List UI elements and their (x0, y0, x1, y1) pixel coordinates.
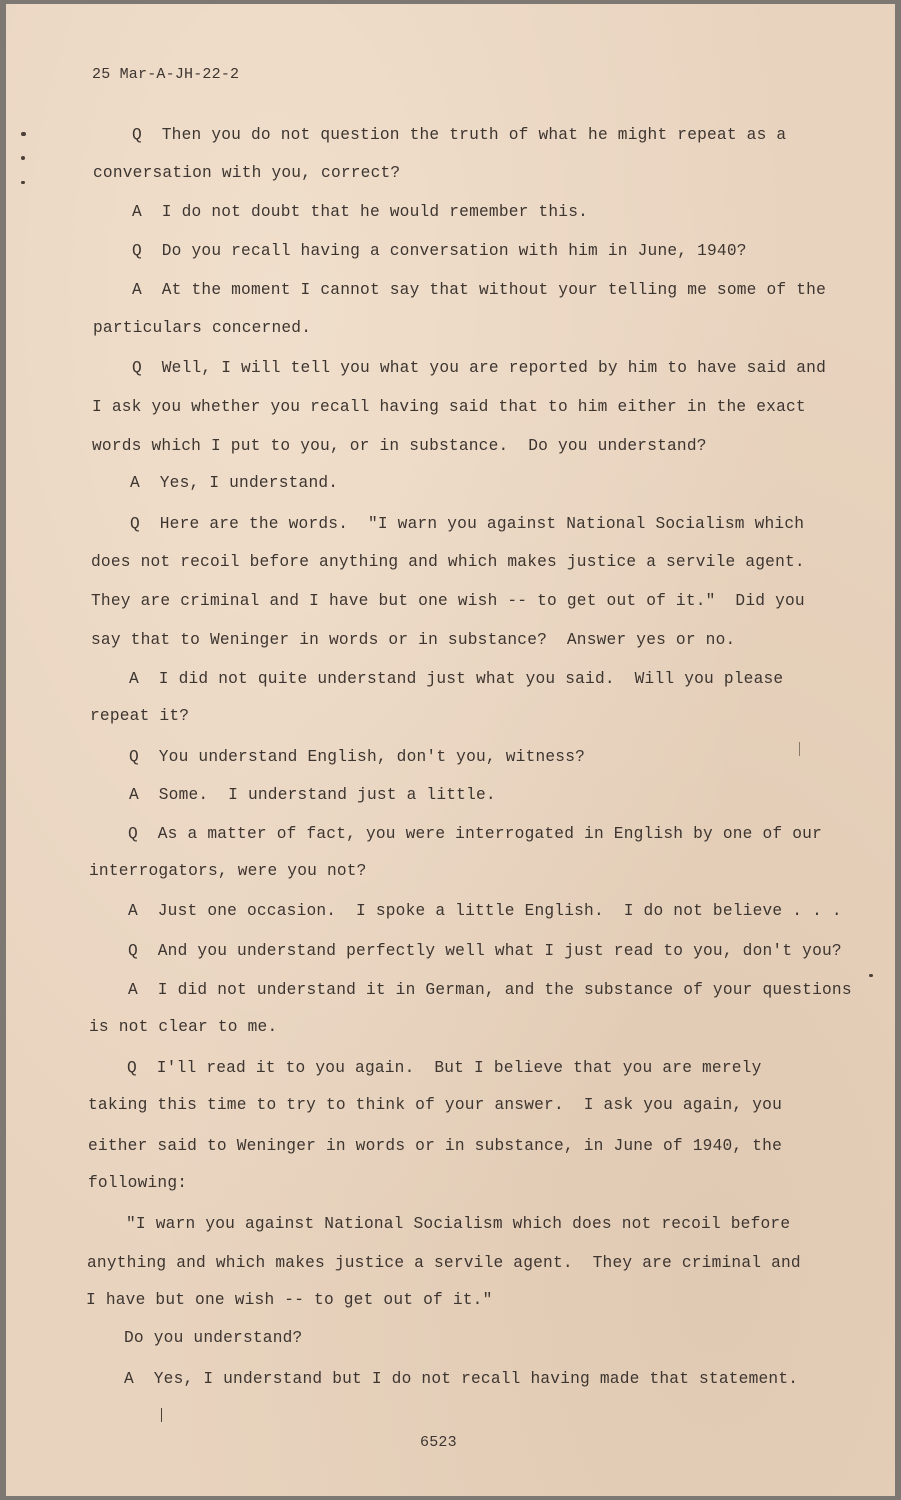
transcript-line: A At the moment I cannot say that without your telling me some of the (132, 281, 826, 299)
transcript-line: taking this time to try to think of your answer. I ask you again, you (88, 1096, 782, 1114)
stray-mark (161, 1408, 162, 1422)
transcript-line: Q I'll read it to you again. But I believe that you are merely (127, 1059, 762, 1077)
transcript-line: A I did not understand it in German, and the substance of your questions (128, 981, 852, 999)
header-reference: 25 Mar-A-JH-22-2 (92, 66, 240, 83)
punch-mark (21, 156, 25, 160)
transcript-line: A Just one occasion. I spoke a little English. I do not believe . . . (128, 902, 842, 920)
transcript-line: Q Do you recall having a conversation with him in June, 1940? (132, 242, 747, 260)
transcript-line: I ask you whether you recall having said that to him either in the exact (92, 398, 806, 416)
transcript-line: A I did not quite understand just what you said. Will you please (129, 670, 784, 688)
stray-mark (799, 742, 800, 756)
document-page (6, 4, 895, 1496)
page-number: 6523 (420, 1434, 457, 1451)
transcript-line: Q As a matter of fact, you were interrogated in English by one of our (128, 825, 822, 843)
transcript-line: following: (88, 1174, 188, 1192)
transcript-line: particulars concerned. (93, 319, 312, 337)
transcript-line: is not clear to me. (89, 1018, 278, 1036)
transcript-line: words which I put to you, or in substance. Do you understand? (92, 437, 707, 455)
transcript-line: A Yes, I understand but I do not recall having made that statement. (124, 1370, 799, 1388)
transcript-line: Q Well, I will tell you what you are reported by him to have said and (132, 359, 826, 377)
stray-mark (869, 974, 873, 977)
punch-mark (21, 181, 25, 184)
transcript-line: repeat it? (90, 707, 190, 725)
transcript-line: I have but one wish -- to get out of it." (86, 1291, 493, 1309)
transcript-line: say that to Weninger in words or in substance? Answer yes or no. (91, 631, 736, 649)
transcript-line: A I do not doubt that he would remember this. (132, 203, 589, 221)
transcript-line: Q Here are the words. "I warn you against National Socialism which (130, 515, 805, 533)
transcript-line: either said to Weninger in words or in substance, in June of 1940, the (88, 1137, 782, 1155)
transcript-line: "I warn you against National Socialism which does not recoil before (126, 1215, 791, 1233)
transcript-line: Q And you understand perfectly well what I just read to you, don't you? (128, 942, 842, 960)
transcript-line: Q Then you do not question the truth of what he might repeat as a (132, 126, 787, 144)
transcript-line: does not recoil before anything and which makes justice a servile agent. (91, 553, 805, 571)
transcript-line: Do you understand? (124, 1329, 303, 1347)
transcript-line: conversation with you, correct? (93, 164, 401, 182)
transcript-line: A Yes, I understand. (130, 474, 339, 492)
transcript-line: Q You understand English, don't you, witness? (129, 748, 586, 766)
transcript-line: anything and which makes justice a servile agent. They are criminal and (87, 1254, 801, 1272)
transcript-line: They are criminal and I have but one wish -- to get out of it." Did you (91, 592, 805, 610)
punch-mark (21, 132, 26, 136)
transcript-line: interrogators, were you not? (89, 862, 367, 880)
transcript-line: A Some. I understand just a little. (129, 786, 496, 804)
